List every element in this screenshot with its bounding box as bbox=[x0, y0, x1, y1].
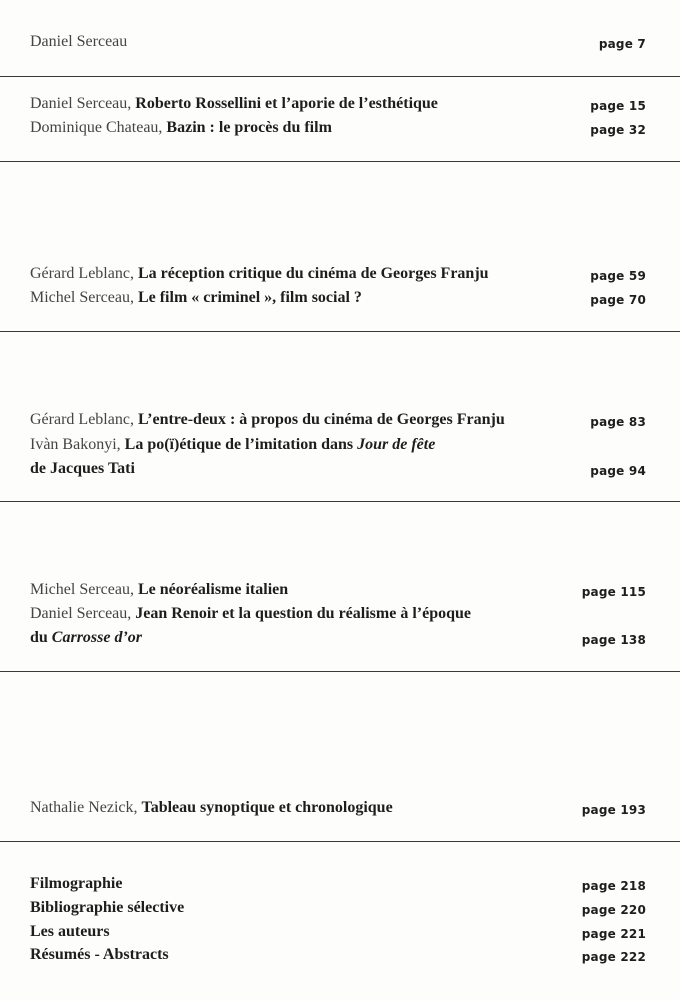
entry-title-continued: du bbox=[30, 629, 52, 646]
entry-page: page 94 bbox=[590, 464, 646, 478]
entry-author: Daniel Serceau bbox=[30, 33, 128, 50]
appendix-page: page 221 bbox=[581, 927, 646, 941]
appendix-page: page 220 bbox=[581, 903, 646, 917]
entry-author: Michel Serceau, bbox=[30, 289, 138, 306]
toc-entry bbox=[30, 287, 646, 309]
toc-entry bbox=[30, 797, 646, 819]
entry-title-continued: de Jacques Tati bbox=[30, 460, 135, 477]
appendix-title: Bibliographie sélective bbox=[30, 899, 185, 916]
entry-page: page 138 bbox=[581, 633, 646, 647]
entry-page: page 15 bbox=[590, 99, 646, 113]
toc-entry bbox=[30, 93, 646, 115]
appendix-page: page 218 bbox=[581, 879, 646, 893]
entry-author: Daniel Serceau, bbox=[30, 605, 136, 622]
entry-page: page 83 bbox=[590, 415, 646, 429]
entry-author: Dominique Chateau, bbox=[30, 119, 167, 136]
appendix-title: Résumés - Abstracts bbox=[30, 946, 169, 963]
appendix-title: Filmographie bbox=[30, 875, 123, 892]
entry-title: Tableau synoptique et chronologique bbox=[141, 799, 393, 816]
entry-author: Nathalie Nezick, bbox=[30, 799, 142, 816]
entry-author: Michel Serceau, bbox=[30, 581, 138, 598]
section-divider bbox=[0, 501, 680, 502]
appendix-title: Les auteurs bbox=[30, 923, 110, 940]
entry-title: La réception critique du cinéma de Georges Franju bbox=[137, 265, 489, 282]
entry-author: Gérard Leblanc, bbox=[30, 265, 138, 282]
entry-page: page 115 bbox=[581, 585, 646, 599]
entry-author: Daniel Serceau, bbox=[30, 95, 136, 112]
toc-entry bbox=[30, 31, 646, 53]
entry-title: L’entre-deux : à propos du cinéma de Georges Franju bbox=[137, 411, 505, 428]
section-divider bbox=[0, 76, 680, 77]
entry-page: page 7 bbox=[598, 37, 646, 51]
toc-entry bbox=[30, 579, 646, 601]
entry-page: page 193 bbox=[581, 803, 646, 817]
appendix-entry bbox=[30, 873, 646, 895]
toc-entry bbox=[30, 434, 646, 456]
section-divider bbox=[0, 331, 680, 332]
toc-entry-continuation bbox=[30, 627, 646, 649]
section-divider bbox=[0, 841, 680, 842]
entry-page: page 59 bbox=[590, 269, 646, 283]
entry-title: Jean Renoir et la question du réalisme à l’époque bbox=[135, 605, 471, 622]
toc-entry bbox=[30, 603, 646, 625]
toc-entry-continuation bbox=[30, 458, 646, 480]
entry-title: Le néoréalisme italien bbox=[137, 581, 289, 598]
entry-title: La po(ï)étique de l’imitation dans bbox=[124, 436, 358, 453]
appendix-entry bbox=[30, 897, 646, 919]
entry-title-italic: Carrosse d’or bbox=[51, 629, 143, 646]
section-divider bbox=[0, 671, 680, 672]
entry-author: Gérard Leblanc, bbox=[30, 411, 138, 428]
entry-title: Roberto Rossellini et l’aporie de l’esthétique bbox=[135, 95, 438, 112]
appendix-entry bbox=[30, 921, 646, 943]
entry-title: Le film « criminel », film social ? bbox=[137, 289, 362, 306]
section-divider bbox=[0, 161, 680, 162]
appendix-entry bbox=[30, 944, 646, 966]
toc-entry bbox=[30, 409, 646, 431]
entry-title: Bazin : le procès du film bbox=[166, 119, 332, 136]
toc-entry bbox=[30, 263, 646, 285]
entry-page: page 70 bbox=[590, 293, 646, 307]
entry-title-italic: Jour de fête bbox=[357, 436, 436, 453]
entry-page: page 32 bbox=[590, 123, 646, 137]
entry-author: Ivàn Bakonyi, bbox=[30, 436, 125, 453]
appendix-page: page 222 bbox=[581, 950, 646, 964]
toc-entry bbox=[30, 117, 646, 139]
